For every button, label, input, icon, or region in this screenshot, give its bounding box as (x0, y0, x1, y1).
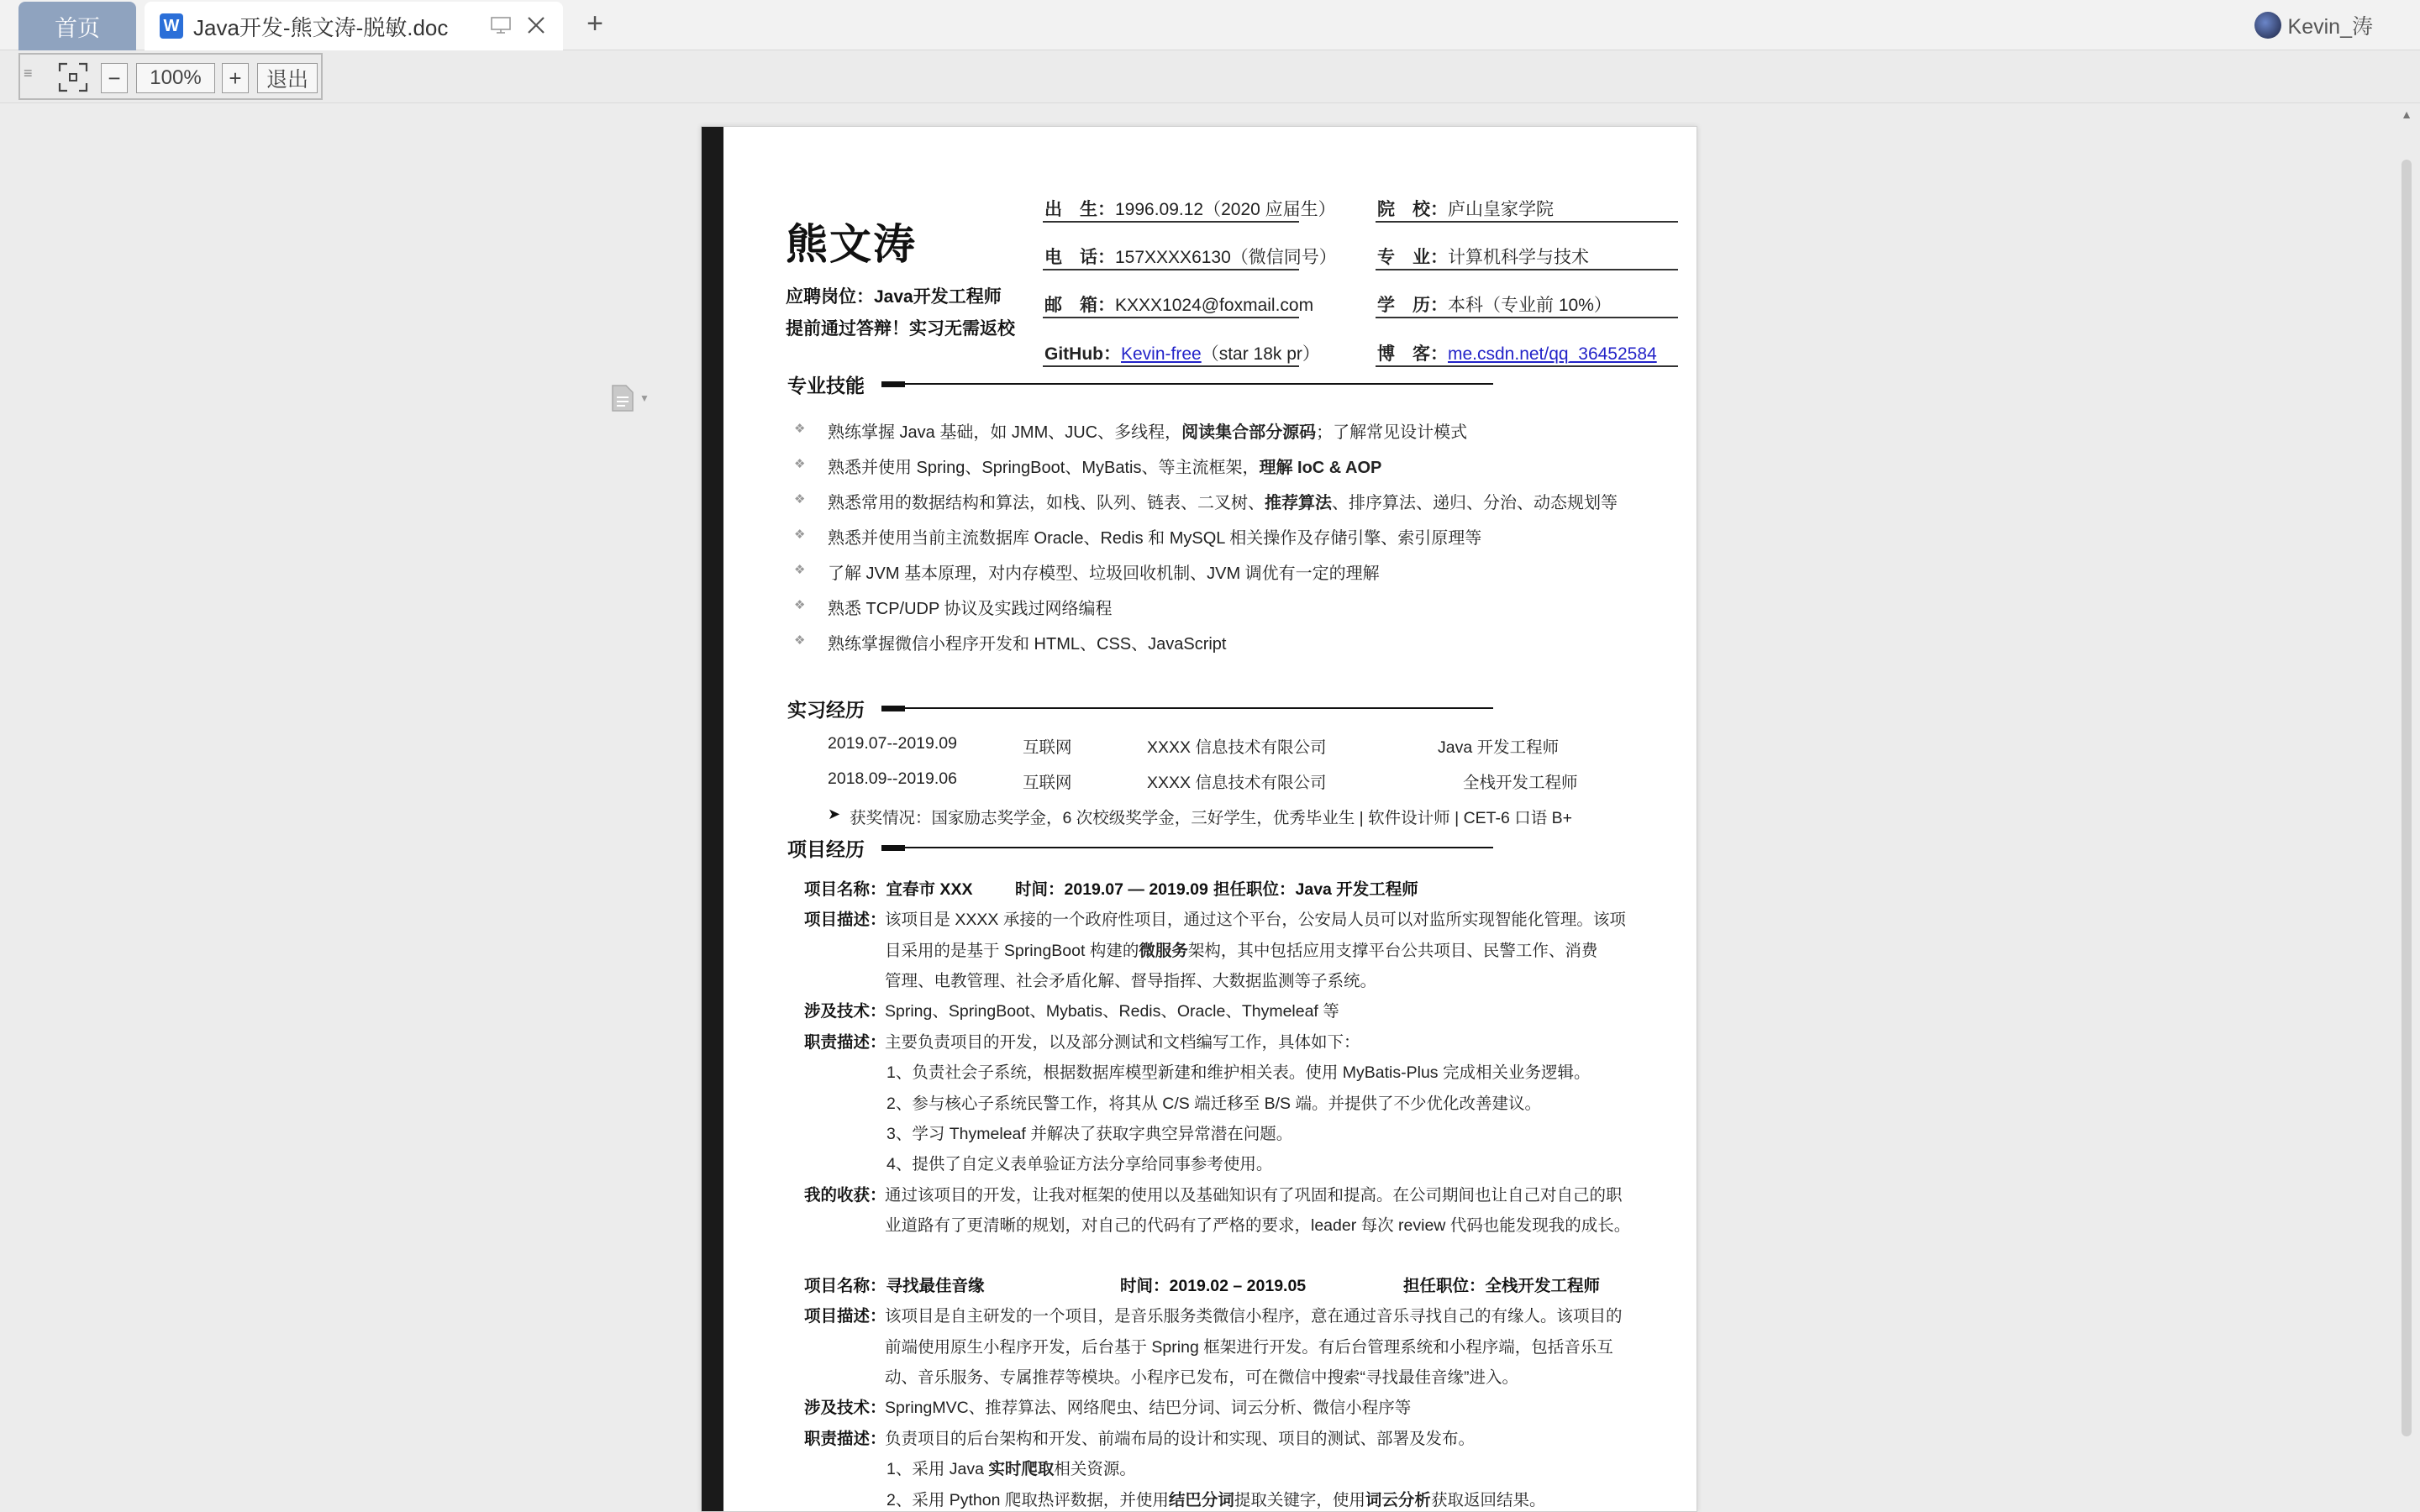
bullet-icon: ❖ (794, 563, 806, 577)
project2-desc-label: 项目描述： (804, 1307, 886, 1326)
project1-time: 时间：2019.07 — 2019.09 (1015, 880, 1208, 899)
arrow-bullet-icon: ➤ (828, 806, 841, 822)
new-tab-button[interactable]: + (587, 8, 603, 39)
project2-header: 项目名称：寻找最佳音缘 (804, 1277, 985, 1295)
project2-duty-item: 2、采用 Python 爬取热评数据，并使用结巴分词提取关键字，使用词云分析获取返回结果。 (886, 1491, 1546, 1509)
project1-gain-line: 通过该项目的开发，让我对框架的使用以及基础知识有了巩固和提高。在公司期间也让自己对自己的职 (885, 1186, 1623, 1205)
project1-duty: 主要负责项目的开发，以及部分测试和文档编写工作，具体如下： (885, 1033, 1360, 1052)
project2-desc-line: 动、音乐服务、专属推荐等模块。小程序已发布，可在微信中搜索“寻找最佳音缘”进入。 (885, 1368, 1518, 1387)
project1-gain-label: 我的收获： (804, 1186, 886, 1205)
info-degree: 学 历：本科（专业前 10%） (1377, 296, 1612, 315)
project2-tech: SpringMVC、推荐算法、网络爬虫、结巴分词、词云分析、微信小程序等 (885, 1399, 1412, 1417)
info-birth: 出 生：1996.09.12（2020 应届生） (1044, 200, 1336, 219)
internship-period: 2018.09--2019.06 (828, 769, 957, 788)
document-page (701, 126, 1697, 1512)
project1-tech: Spring、SpringBoot、Mybatis、Redis、Oracle、Thymeleaf 等 (885, 1002, 1339, 1021)
project2-tech-label: 涉及技术： (804, 1399, 886, 1417)
info-school: 院 校：庐山皇家学院 (1377, 200, 1554, 219)
zoom-in-button[interactable]: + (222, 63, 249, 93)
close-icon[interactable] (524, 13, 548, 37)
info-underline (1043, 221, 1299, 223)
user-menu[interactable] (2254, 8, 2373, 42)
user-name: Kevin_涛 (2287, 15, 2373, 39)
bullet-icon: ❖ (794, 598, 806, 612)
resume-name: 熊文涛 (786, 221, 917, 268)
document-outline-button[interactable] (611, 383, 656, 413)
info-major: 专 业：计算机科学与技术 (1377, 248, 1589, 267)
scroll-thumb[interactable] (2402, 160, 2412, 1436)
bullet-icon: ❖ (794, 633, 806, 648)
section-title-projects: 项目经历 (787, 838, 865, 860)
info-blog: 博 客：me.csdn.net/qq_36452584 (1377, 344, 1657, 364)
project2-desc-line: 前端使用原生小程序开发，后台基于 Spring 框架进行开发。有后台管理系统和小程序端，包括音乐互 (885, 1338, 1613, 1357)
scroll-up-icon[interactable]: ▲ (2401, 108, 2412, 121)
zoom-toolbar (18, 53, 323, 100)
section-divider (881, 707, 1493, 709)
section-divider (881, 847, 1493, 848)
info-underline (1376, 365, 1678, 367)
bullet-icon: ❖ (794, 457, 806, 471)
document-icon (611, 384, 634, 412)
internship-company: XXXX 信息技术有限公司 (1147, 738, 1327, 757)
tab-bar (0, 0, 2420, 50)
avatar (2254, 12, 2281, 39)
internship-period: 2019.07--2019.09 (828, 734, 957, 753)
resume-position: 应聘岗位：Java开发工程师 (786, 287, 1002, 307)
project2-duty-label: 职责描述： (804, 1430, 886, 1448)
internship-role: 全栈开发工程师 (1463, 774, 1578, 792)
skill-item: 熟悉 TCP/UDP 协议及实践过网络编程 (828, 600, 1113, 618)
skill-item: 熟悉常用的数据结构和算法，如栈、队列、链表、二叉树、推荐算法、排序算法、递归、分治、动态规划等 (828, 494, 1618, 512)
tab-document[interactable] (145, 2, 563, 50)
skill-item: 了解 JVM 基本原理，对内存模型、垃圾回收机制、JVM 调优有一定的理解 (828, 564, 1380, 583)
project1-desc-line: 目采用的是基于 SpringBoot 构建的微服务架构，其中包括应用支撑平台公共项目、民警工作、消费 (885, 942, 1598, 960)
project1-duty-label: 职责描述： (804, 1033, 886, 1052)
exit-button[interactable]: 退出 (257, 63, 318, 93)
project2-time: 时间：2019.02 – 2019.05 (1120, 1277, 1307, 1295)
info-underline (1376, 221, 1678, 223)
project1-desc-line: 该项目是 XXXX 承接的一个政府性项目，通过这个平台，公安局人员可以对监所实现智能化管理。该项 (885, 911, 1626, 929)
section-divider (881, 383, 1493, 385)
section-title-internship: 实习经历 (787, 699, 865, 721)
project1-duty-item: 2、参与核心子系统民警工作，将其从 C/S 端迁移至 B/S 端。并提供了不少优化改善建议。 (886, 1095, 1541, 1113)
blog-link[interactable]: me.csdn.net/qq_36452584 (1448, 344, 1657, 364)
section-title-skills: 专业技能 (787, 375, 865, 396)
project2-duty: 负责项目的后台架构和开发、前端布局的设计和实现、项目的测试、部署及发布。 (885, 1430, 1476, 1448)
bullet-icon: ❖ (794, 528, 806, 542)
info-underline (1043, 269, 1299, 270)
monitor-icon[interactable] (491, 17, 511, 34)
tab-document-title: Java开发-熊文涛-脱敏.doc (193, 14, 449, 40)
chevron-down-icon: ▼ (639, 392, 650, 404)
project1-duty-item: 3、学习 Thymeleaf 并解决了获取字典空异常潜在问题。 (886, 1125, 1293, 1143)
project1-role: 担任职位：Java 开发工程师 (1213, 880, 1418, 899)
info-email: 邮 箱：KXXX1024@foxmail.com (1044, 296, 1314, 315)
project2-duty-item: 1、采用 Java 实时爬取相关资源。 (886, 1460, 1136, 1478)
resume-note: 提前通过答辩！实习无需返校 (786, 319, 1015, 339)
project1-desc-label: 项目描述： (804, 911, 886, 929)
zoom-out-button[interactable]: − (101, 63, 128, 93)
page-side-bar (702, 127, 723, 1512)
info-underline (1376, 317, 1678, 318)
internship-company: XXXX 信息技术有限公司 (1147, 774, 1327, 792)
internship-role: Java 开发工程师 (1438, 738, 1560, 757)
tab-home[interactable]: 首页 (18, 2, 136, 50)
project1-header: 项目名称：宜春市 XXX (804, 880, 973, 899)
skill-item: 熟练掌握微信小程序开发和 HTML、CSS、JavaScript (828, 635, 1227, 654)
github-link[interactable]: Kevin-free (1120, 344, 1202, 364)
info-github: GitHub：Kevin-free（star 18k pr） (1044, 344, 1320, 364)
internship-industry: 互联网 (1023, 774, 1072, 792)
info-underline (1376, 269, 1678, 270)
skill-item: 熟练掌握 Java 基础，如 JMM、JUC、多线程，阅读集合部分源码；了解常见设计模式 (828, 423, 1468, 442)
bullet-icon: ❖ (794, 492, 806, 507)
project2-desc-line: 该项目是自主研发的一个项目，是音乐服务类微信小程序，意在通过音乐寻找自己的有缘人。该项目的 (885, 1307, 1623, 1326)
internship-industry: 互联网 (1023, 738, 1072, 757)
project1-duty-item: 1、负责社会子系统，根据数据库模型新建和维护相关表。使用 MyBatis-Plus 完成相关业务逻辑。 (886, 1063, 1591, 1082)
vertical-scrollbar[interactable] (2398, 108, 2415, 1512)
fit-screen-icon[interactable] (57, 61, 89, 93)
info-underline (1043, 317, 1299, 318)
word-doc-icon: W (160, 13, 183, 39)
skill-item: 熟悉并使用当前主流数据库 Oracle、Redis 和 MySQL 相关操作及存储引擎、索引原理等 (828, 529, 1482, 548)
skill-item: 熟悉并使用 Spring、SpringBoot、MyBatis、等主流框架，理解 IoC & AOP (828, 459, 1382, 477)
info-underline (1043, 365, 1299, 367)
zoom-level-field[interactable]: 100% (136, 63, 215, 93)
drag-handle-icon[interactable]: ≡ (24, 65, 33, 81)
bullet-icon: ❖ (794, 422, 806, 436)
project1-gain-line: 业道路有了更清晰的规划，对自己的代码有了严格的要求，leader 每次 review 代码也能发现我的成长。 (885, 1216, 1631, 1235)
reader-toolbar (0, 51, 2420, 103)
info-phone: 电 话：157XXXX6130（微信同号） (1044, 248, 1337, 267)
project1-duty-item: 4、提供了自定义表单验证方法分享给同事参考使用。 (886, 1155, 1273, 1173)
awards-text: 获奖情况：国家励志奖学金，6 次校级奖学金，三好学生，优秀毕业生 | 软件设计师 | CET-6 口语 B+ (850, 809, 1573, 827)
project2-role: 担任职位：全栈开发工程师 (1403, 1277, 1601, 1295)
project1-tech-label: 涉及技术： (804, 1002, 886, 1021)
project1-desc-line: 管理、电教管理、社会矛盾化解、督导指挥、大数据监测等子系统。 (885, 972, 1377, 990)
